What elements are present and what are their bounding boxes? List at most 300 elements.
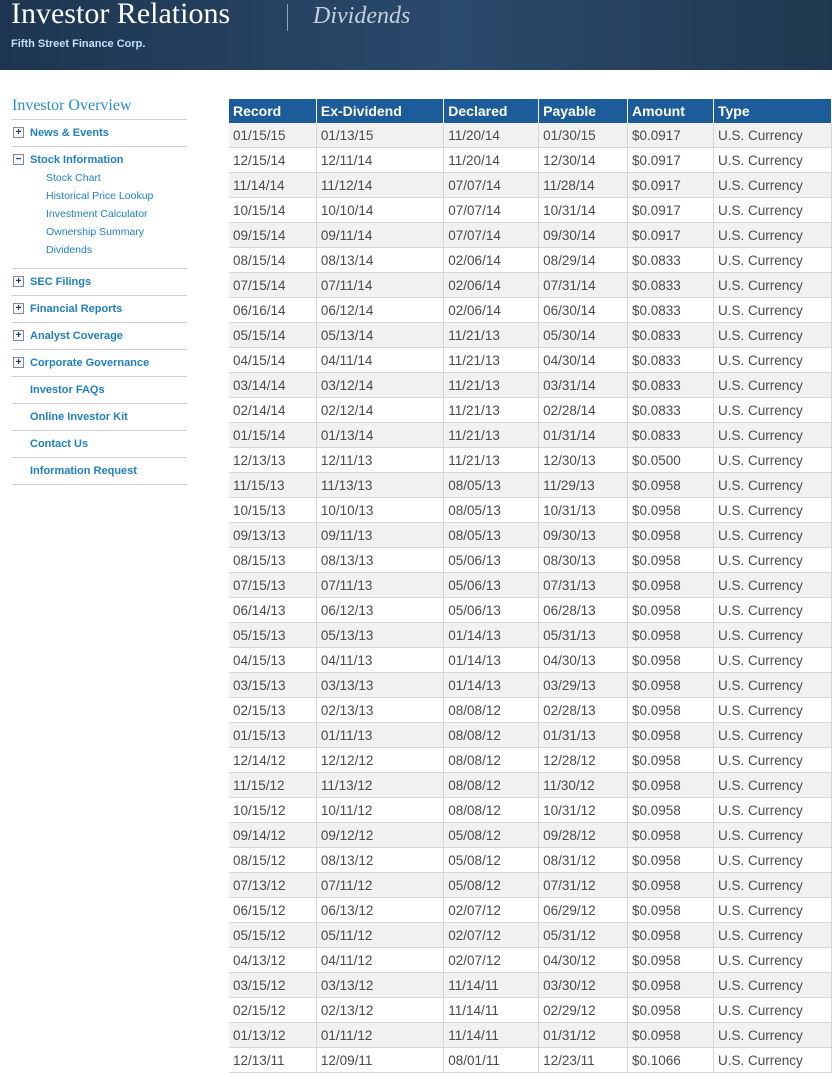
cell-ex-dividend: 12/11/14 [316, 148, 443, 173]
cell-payable: 11/28/14 [539, 173, 628, 198]
table-row [229, 698, 832, 723]
table-row [229, 348, 832, 373]
table-row [229, 873, 832, 898]
cell-record: 11/15/13 [229, 473, 316, 498]
cell-ex-dividend: 08/13/12 [316, 848, 443, 873]
table-row [229, 273, 832, 298]
table-row [229, 773, 832, 798]
table-row [229, 1048, 832, 1073]
sidebar-title-link[interactable]: Investor Overview [12, 97, 187, 120]
cell-type: U.S. Currency [713, 248, 831, 273]
cell-amount: $0.0958 [628, 723, 714, 748]
sidebar-item-contact-us[interactable] [12, 431, 187, 458]
cell-type: U.S. Currency [713, 523, 831, 548]
cell-ex-dividend: 11/12/14 [316, 173, 443, 198]
cell-type: U.S. Currency [713, 598, 831, 623]
cell-amount: $0.0958 [628, 748, 714, 773]
cell-record: 12/15/14 [229, 148, 316, 173]
cell-amount: $0.0958 [628, 548, 714, 573]
cell-type: U.S. Currency [713, 373, 831, 398]
sidebar-item-label[interactable]: Financial Reports [30, 303, 123, 315]
table-row [229, 448, 832, 473]
cell-type: U.S. Currency [713, 348, 831, 373]
cell-record: 11/14/14 [229, 173, 316, 198]
cell-amount: $0.0958 [628, 773, 714, 798]
cell-amount: $0.0958 [628, 498, 714, 523]
cell-amount: $0.0958 [628, 873, 714, 898]
cell-record: 10/15/14 [229, 198, 316, 223]
cell-record: 07/13/12 [229, 873, 316, 898]
cell-amount: $0.0958 [628, 523, 714, 548]
sidebar-item-label[interactable]: News & Events [30, 127, 109, 139]
cell-record: 12/14/12 [229, 748, 316, 773]
cell-amount: $0.0833 [628, 398, 714, 423]
cell-type: U.S. Currency [713, 898, 831, 923]
cell-declared: 11/21/13 [444, 398, 539, 423]
cell-record: 06/14/13 [229, 598, 316, 623]
cell-type: U.S. Currency [713, 498, 831, 523]
cell-type: U.S. Currency [713, 123, 831, 148]
table-row [229, 573, 832, 598]
cell-record: 02/15/13 [229, 698, 316, 723]
cell-type: U.S. Currency [713, 273, 831, 298]
cell-payable: 10/31/13 [539, 498, 628, 523]
cell-declared: 01/14/13 [444, 623, 539, 648]
sidebar-item-financial-reports[interactable] [12, 296, 187, 323]
cell-record: 08/15/14 [229, 248, 316, 273]
cell-declared: 11/21/13 [444, 448, 539, 473]
cell-payable: 11/29/13 [539, 473, 628, 498]
cell-declared: 02/06/14 [444, 273, 539, 298]
dividends-table-container [229, 99, 832, 1073]
cell-type: U.S. Currency [713, 773, 831, 798]
cell-ex-dividend: 05/11/12 [316, 923, 443, 948]
cell-declared: 05/08/12 [444, 873, 539, 898]
table-row [229, 923, 832, 948]
cell-payable: 05/31/12 [539, 923, 628, 948]
cell-payable: 02/28/14 [539, 398, 628, 423]
cell-amount: $0.0958 [628, 848, 714, 873]
sidebar-item-analyst-coverage[interactable] [12, 323, 187, 350]
cell-amount: $0.0833 [628, 323, 714, 348]
cell-payable: 02/29/12 [539, 998, 628, 1023]
cell-record: 04/15/13 [229, 648, 316, 673]
cell-declared: 08/05/13 [444, 473, 539, 498]
table-row [229, 498, 832, 523]
expand-plus-icon[interactable]: + [13, 303, 24, 314]
cell-record: 02/15/12 [229, 998, 316, 1023]
cell-type: U.S. Currency [713, 723, 831, 748]
cell-ex-dividend: 06/13/12 [316, 898, 443, 923]
cell-payable: 12/23/11 [539, 1048, 628, 1073]
cell-ex-dividend: 11/13/13 [316, 473, 443, 498]
cell-declared: 05/06/13 [444, 573, 539, 598]
cell-type: U.S. Currency [713, 973, 831, 998]
cell-declared: 05/08/12 [444, 823, 539, 848]
subnav-item-ownership-summary[interactable]: Ownership Summary [46, 226, 145, 238]
cell-type: U.S. Currency [713, 398, 831, 423]
cell-payable: 04/30/12 [539, 948, 628, 973]
cell-record: 10/15/12 [229, 798, 316, 823]
table-row [229, 673, 832, 698]
cell-amount: $0.1066 [628, 1048, 714, 1073]
cell-record: 09/14/12 [229, 823, 316, 848]
cell-declared: 11/20/14 [444, 148, 539, 173]
cell-type: U.S. Currency [713, 1048, 831, 1073]
cell-payable: 09/30/13 [539, 523, 628, 548]
cell-amount: $0.0917 [628, 123, 714, 148]
table-row [229, 998, 832, 1023]
sidebar-item-label[interactable]: SEC Filings [30, 276, 92, 288]
cell-record: 03/15/12 [229, 973, 316, 998]
cell-type: U.S. Currency [713, 548, 831, 573]
expand-plus-icon[interactable]: + [13, 276, 24, 287]
company-name[interactable]: Fifth Street Finance Corp. [11, 38, 146, 50]
cell-record: 03/14/14 [229, 373, 316, 398]
cell-ex-dividend: 12/11/13 [316, 448, 443, 473]
dividends-table [229, 99, 832, 1073]
table-row [229, 1023, 832, 1048]
cell-payable: 04/30/14 [539, 348, 628, 373]
column-header-type: Type [713, 99, 831, 123]
column-header-ex-dividend: Ex-Dividend [316, 99, 443, 123]
cell-payable: 01/31/12 [539, 1023, 628, 1048]
cell-declared: 11/21/13 [444, 323, 539, 348]
table-row [229, 523, 832, 548]
page-header [0, 0, 832, 70]
cell-ex-dividend: 01/13/14 [316, 423, 443, 448]
cell-ex-dividend: 07/11/13 [316, 573, 443, 598]
cell-record: 06/15/12 [229, 898, 316, 923]
cell-ex-dividend: 07/11/12 [316, 873, 443, 898]
cell-declared: 11/14/11 [444, 998, 539, 1023]
table-row [229, 223, 832, 248]
cell-type: U.S. Currency [713, 798, 831, 823]
cell-type: U.S. Currency [713, 198, 831, 223]
cell-record: 08/15/12 [229, 848, 316, 873]
cell-declared: 05/08/12 [444, 848, 539, 873]
cell-declared: 07/07/14 [444, 173, 539, 198]
cell-record: 05/15/14 [229, 323, 316, 348]
subnav-item-stock-chart[interactable]: Stock Chart [46, 172, 101, 184]
cell-payable: 07/31/14 [539, 273, 628, 298]
stock-information-subnav [46, 172, 187, 256]
cell-amount: $0.0958 [628, 598, 714, 623]
cell-ex-dividend: 09/11/13 [316, 523, 443, 548]
cell-ex-dividend: 06/12/13 [316, 598, 443, 623]
page-title: Investor Relations [11, 0, 231, 30]
cell-amount: $0.0958 [628, 648, 714, 673]
sidebar-item-sec-filings[interactable] [12, 269, 187, 296]
table-row [229, 723, 832, 748]
cell-amount: $0.0958 [628, 998, 714, 1023]
cell-record: 02/14/14 [229, 398, 316, 423]
cell-type: U.S. Currency [713, 448, 831, 473]
cell-ex-dividend: 08/13/13 [316, 548, 443, 573]
cell-declared: 08/08/12 [444, 773, 539, 798]
cell-payable: 10/31/12 [539, 798, 628, 823]
cell-payable: 01/30/15 [539, 123, 628, 148]
expand-plus-icon[interactable]: + [13, 357, 24, 368]
cell-type: U.S. Currency [713, 423, 831, 448]
expand-plus-icon[interactable]: + [13, 127, 24, 138]
table-row [229, 373, 832, 398]
sidebar-item-label[interactable]: Stock Information [30, 154, 124, 166]
cell-type: U.S. Currency [713, 673, 831, 698]
cell-payable: 06/30/14 [539, 298, 628, 323]
cell-type: U.S. Currency [713, 1023, 831, 1048]
cell-payable: 08/29/14 [539, 248, 628, 273]
cell-ex-dividend: 12/12/12 [316, 748, 443, 773]
cell-amount: $0.0833 [628, 273, 714, 298]
cell-payable: 08/31/12 [539, 848, 628, 873]
cell-payable: 01/31/14 [539, 423, 628, 448]
cell-amount: $0.0917 [628, 148, 714, 173]
cell-record: 07/15/13 [229, 573, 316, 598]
cell-declared: 11/14/11 [444, 973, 539, 998]
cell-declared: 08/01/11 [444, 1048, 539, 1073]
cell-amount: $0.0958 [628, 698, 714, 723]
table-row [229, 423, 832, 448]
cell-declared: 02/07/12 [444, 923, 539, 948]
cell-type: U.S. Currency [713, 648, 831, 673]
cell-type: U.S. Currency [713, 848, 831, 873]
table-row [229, 248, 832, 273]
cell-ex-dividend: 03/12/14 [316, 373, 443, 398]
cell-type: U.S. Currency [713, 698, 831, 723]
cell-payable: 01/31/13 [539, 723, 628, 748]
cell-declared: 02/06/14 [444, 248, 539, 273]
cell-record: 01/13/12 [229, 1023, 316, 1048]
cell-ex-dividend: 12/09/11 [316, 1048, 443, 1073]
cell-type: U.S. Currency [713, 173, 831, 198]
table-row [229, 123, 832, 148]
subnav-item-historical-price-lookup[interactable]: Historical Price Lookup [46, 190, 154, 202]
cell-payable: 06/28/13 [539, 598, 628, 623]
cell-record: 09/13/13 [229, 523, 316, 548]
cell-record: 07/15/14 [229, 273, 316, 298]
cell-record: 06/16/14 [229, 298, 316, 323]
cell-type: U.S. Currency [713, 298, 831, 323]
sidebar-item-label[interactable]: Analyst Coverage [30, 330, 123, 342]
table-row [229, 798, 832, 823]
cell-amount: $0.0958 [628, 623, 714, 648]
cell-ex-dividend: 08/13/14 [316, 248, 443, 273]
cell-type: U.S. Currency [713, 473, 831, 498]
cell-declared: 08/08/12 [444, 798, 539, 823]
subnav-item-investment-calculator[interactable]: Investment Calculator [46, 208, 148, 220]
cell-declared: 01/14/13 [444, 673, 539, 698]
cell-type: U.S. Currency [713, 748, 831, 773]
cell-declared: 02/07/12 [444, 948, 539, 973]
table-row [229, 298, 832, 323]
sidebar-item-label[interactable]: Information Request [30, 465, 137, 477]
table-row [229, 148, 832, 173]
sidebar-nav [12, 97, 187, 485]
sidebar-item-label[interactable]: Contact Us [30, 438, 89, 450]
table-row [229, 323, 832, 348]
column-header-payable: Payable [539, 99, 628, 123]
cell-record: 04/15/14 [229, 348, 316, 373]
cell-declared: 08/08/12 [444, 723, 539, 748]
cell-amount: $0.0833 [628, 248, 714, 273]
page-subtitle: Dividends [313, 3, 411, 29]
sidebar-item-stock-information[interactable] [12, 147, 187, 269]
table-row [229, 948, 832, 973]
cell-amount: $0.0833 [628, 348, 714, 373]
subnav-item-dividends[interactable]: Dividends [46, 244, 93, 256]
column-header-record: Record [229, 99, 316, 123]
cell-type: U.S. Currency [713, 823, 831, 848]
cell-payable: 05/30/14 [539, 323, 628, 348]
cell-ex-dividend: 10/10/14 [316, 198, 443, 223]
cell-type: U.S. Currency [713, 148, 831, 173]
cell-declared: 11/20/14 [444, 123, 539, 148]
cell-type: U.S. Currency [713, 998, 831, 1023]
cell-ex-dividend: 01/11/12 [316, 1023, 443, 1048]
cell-ex-dividend: 05/13/14 [316, 323, 443, 348]
cell-payable: 03/30/12 [539, 973, 628, 998]
cell-declared: 05/06/13 [444, 598, 539, 623]
sidebar-item-information-request[interactable] [12, 458, 187, 485]
cell-record: 05/15/12 [229, 923, 316, 948]
cell-amount: $0.0958 [628, 823, 714, 848]
cell-payable: 12/30/14 [539, 148, 628, 173]
cell-ex-dividend: 10/10/13 [316, 498, 443, 523]
cell-ex-dividend: 07/11/14 [316, 273, 443, 298]
cell-payable: 10/31/14 [539, 198, 628, 223]
cell-ex-dividend: 09/11/14 [316, 223, 443, 248]
cell-declared: 05/06/13 [444, 548, 539, 573]
cell-type: U.S. Currency [713, 948, 831, 973]
cell-amount: $0.0500 [628, 448, 714, 473]
cell-amount: $0.0958 [628, 898, 714, 923]
cell-ex-dividend: 04/11/12 [316, 948, 443, 973]
cell-payable: 08/30/13 [539, 548, 628, 573]
table-row [229, 898, 832, 923]
cell-declared: 11/21/13 [444, 348, 539, 373]
cell-declared: 11/14/11 [444, 1023, 539, 1048]
cell-record: 12/13/11 [229, 1048, 316, 1073]
cell-amount: $0.0958 [628, 973, 714, 998]
cell-type: U.S. Currency [713, 573, 831, 598]
cell-record: 12/13/13 [229, 448, 316, 473]
cell-ex-dividend: 05/13/13 [316, 623, 443, 648]
table-row [229, 848, 832, 873]
cell-record: 09/15/14 [229, 223, 316, 248]
cell-record: 10/15/13 [229, 498, 316, 523]
cell-amount: $0.0833 [628, 423, 714, 448]
cell-ex-dividend: 01/11/13 [316, 723, 443, 748]
cell-declared: 08/08/12 [444, 698, 539, 723]
table-row [229, 173, 832, 198]
cell-declared: 08/05/13 [444, 498, 539, 523]
table-row [229, 598, 832, 623]
table-row [229, 473, 832, 498]
sidebar-item-online-investor-kit[interactable] [12, 404, 187, 431]
sidebar-item-label[interactable]: Investor FAQs [30, 384, 105, 396]
sidebar-item-news-events[interactable] [12, 120, 187, 147]
cell-amount: $0.0958 [628, 573, 714, 598]
cell-payable: 09/28/12 [539, 823, 628, 848]
sidebar-item-investor-faqs[interactable] [12, 377, 187, 404]
header-divider [287, 4, 288, 31]
table-row [229, 973, 832, 998]
sidebar-item-corporate-governance[interactable] [12, 350, 187, 377]
cell-declared: 11/21/13 [444, 373, 539, 398]
cell-amount: $0.0958 [628, 1023, 714, 1048]
cell-payable: 09/30/14 [539, 223, 628, 248]
cell-ex-dividend: 04/11/13 [316, 648, 443, 673]
table-row [229, 398, 832, 423]
cell-declared: 08/05/13 [444, 523, 539, 548]
cell-type: U.S. Currency [713, 323, 831, 348]
table-row [229, 823, 832, 848]
cell-record: 04/13/12 [229, 948, 316, 973]
cell-payable: 07/31/13 [539, 573, 628, 598]
cell-record: 03/15/13 [229, 673, 316, 698]
cell-declared: 11/21/13 [444, 423, 539, 448]
expand-plus-icon[interactable]: + [13, 330, 24, 341]
cell-ex-dividend: 03/13/12 [316, 973, 443, 998]
cell-amount: $0.0958 [628, 473, 714, 498]
cell-declared: 07/07/14 [444, 198, 539, 223]
cell-ex-dividend: 06/12/14 [316, 298, 443, 323]
cell-ex-dividend: 02/12/14 [316, 398, 443, 423]
cell-payable: 05/31/13 [539, 623, 628, 648]
cell-amount: $0.0917 [628, 223, 714, 248]
cell-amount: $0.0917 [628, 198, 714, 223]
table-row [229, 548, 832, 573]
cell-payable: 06/29/12 [539, 898, 628, 923]
sidebar-item-label[interactable]: Online Investor Kit [30, 411, 128, 423]
cell-record: 01/15/14 [229, 423, 316, 448]
cell-declared: 01/14/13 [444, 648, 539, 673]
cell-payable: 03/29/13 [539, 673, 628, 698]
cell-record: 01/15/13 [229, 723, 316, 748]
cell-ex-dividend: 02/13/12 [316, 998, 443, 1023]
cell-amount: $0.0958 [628, 923, 714, 948]
cell-amount: $0.0833 [628, 298, 714, 323]
cell-type: U.S. Currency [713, 623, 831, 648]
cell-record: 01/15/15 [229, 123, 316, 148]
table-row [229, 748, 832, 773]
cell-type: U.S. Currency [713, 923, 831, 948]
cell-declared: 02/06/14 [444, 298, 539, 323]
cell-ex-dividend: 01/13/15 [316, 123, 443, 148]
cell-ex-dividend: 11/13/12 [316, 773, 443, 798]
table-row [229, 623, 832, 648]
sidebar-item-label[interactable]: Corporate Governance [30, 357, 150, 369]
cell-payable: 02/28/13 [539, 698, 628, 723]
cell-amount: $0.0958 [628, 948, 714, 973]
collapse-minus-icon[interactable]: − [13, 154, 24, 165]
cell-ex-dividend: 02/13/13 [316, 698, 443, 723]
cell-declared: 08/08/12 [444, 748, 539, 773]
table-header-row [229, 99, 832, 123]
cell-amount: $0.0833 [628, 373, 714, 398]
cell-record: 11/15/12 [229, 773, 316, 798]
cell-amount: $0.0917 [628, 173, 714, 198]
cell-type: U.S. Currency [713, 873, 831, 898]
cell-amount: $0.0958 [628, 673, 714, 698]
cell-payable: 03/31/14 [539, 373, 628, 398]
cell-declared: 02/07/12 [444, 898, 539, 923]
cell-ex-dividend: 09/12/12 [316, 823, 443, 848]
cell-record: 08/15/13 [229, 548, 316, 573]
column-header-declared: Declared [444, 99, 539, 123]
cell-payable: 11/30/12 [539, 773, 628, 798]
